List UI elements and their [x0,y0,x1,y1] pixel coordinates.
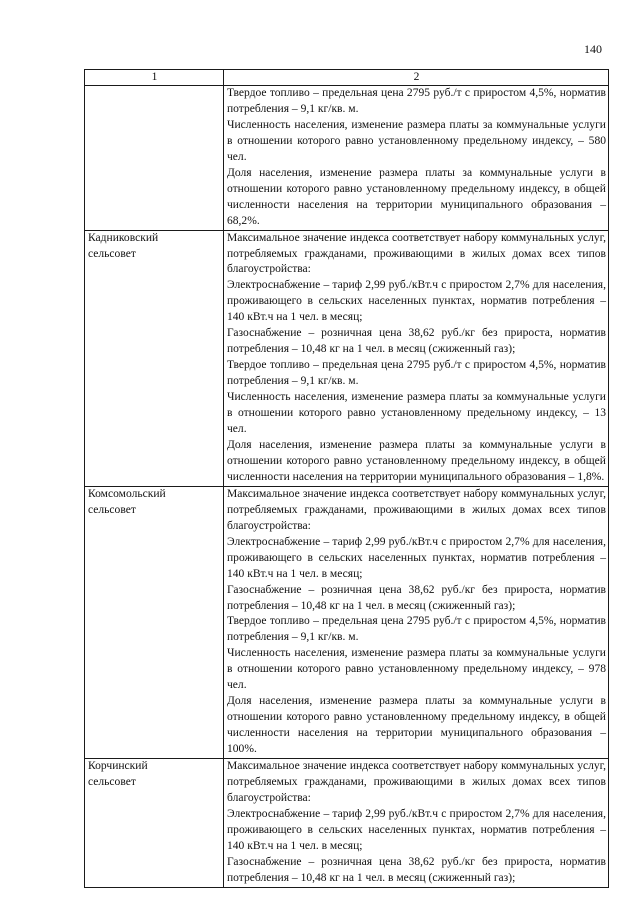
table-row [85,230,609,486]
table-row [85,759,609,888]
paragraph: Электроснабжение – тариф 2,99 руб./кВт.ч с приростом 2,7% для населения, проживающего в сельских населенных пунктах, норматив потребления – 140 кВт.ч на 1 чел. в месяц; [227,279,606,324]
paragraph: Численность населения, изменение размера платы за коммунальные услуги в отношении которого равно установленному предельному индексу, – 580 чел. [227,118,606,163]
paragraph: Электроснабжение – тариф 2,99 руб./кВт.ч с приростом 2,7% для населения, проживающего в сельских населенных пунктах, норматив потребления – 140 кВт.ч на 1 чел. в месяц; [227,807,606,852]
index-table [84,69,609,888]
paragraph: Доля населения, изменение размера платы за коммунальные услуги в отношении которого равно установленному предельному индексу, в общей численности населения на территории муниципального образования – 100%. [227,695,606,756]
paragraph: Твердое топливо – предельная цена 2795 руб./т с приростом 4,5%, норматив потребления – 9,1 кг/кв. м. [227,615,606,644]
paragraph: Газоснабжение – розничная цена 38,62 руб./кг без прироста, норматив потребления – 10,48 кг на 1 чел. в месяц (сжиженный газ); [227,583,606,612]
description-cell [224,486,609,758]
column-header-1: 1 [85,70,224,86]
paragraph: Максимальное значение индекса соответствует набору коммунальных услуг, потребляемых гражданами, проживающими в жилых домах всех типов благоустройства: [227,231,606,276]
page-number: 140 [584,42,602,56]
paragraph: Электроснабжение – тариф 2,99 руб./кВт.ч с приростом 2,7% для населения, проживающего в сельских населенных пунктах, норматив потребления – 140 кВт.ч на 1 чел. в месяц; [227,535,606,580]
table-row [85,86,609,231]
paragraph: Твердое топливо – предельная цена 2795 руб./т с приростом 4,5%, норматив потребления – 9,1 кг/кв. м. [227,87,606,115]
territory-cell: Комсомольский сельсовет [85,486,224,758]
paragraph: Доля населения, изменение размера платы за коммунальные услуги в отношении которого равно установленному предельному индексу, в общей численности населения на территории муниципального образования – 1,8%. [227,438,606,483]
description-cell [224,230,609,486]
paragraph: Твердое топливо – предельная цена 2795 руб./т с приростом 4,5%, норматив потребления – 9,1 кг/кв. м. [227,359,606,388]
paragraph: Численность населения, изменение размера платы за коммунальные услуги в отношении которого равно установленному предельному индексу, – 978 чел. [227,647,606,692]
territory-cell: Кадниковский сельсовет [85,230,224,486]
territory-cell [85,86,224,231]
paragraph: Доля населения, изменение размера платы за коммунальные услуги в отношении которого равно установленному предельному индексу, в общей численности населения на территории муниципального образования – 68,2%. [227,166,606,227]
paragraph: Максимальное значение индекса соответствует набору коммунальных услуг, потребляемых гражданами, проживающими в жилых домах всех типов благоустройства: [227,487,606,532]
paragraph: Численность населения, изменение размера платы за коммунальные услуги в отношении которого равно установленному предельному индексу, – 13 чел. [227,391,606,436]
paragraph: Газоснабжение – розничная цена 38,62 руб./кг без прироста, норматив потребления – 10,48 кг на 1 чел. в месяц (сжиженный газ); [227,327,606,356]
paragraph: Газоснабжение – розничная цена 38,62 руб./кг без прироста, норматив потребления – 10,48 кг на 1 чел. в месяц (сжиженный газ); [227,855,606,884]
table-header-row [85,70,609,86]
table-row [85,486,609,758]
paragraph: Максимальное значение индекса соответствует набору коммунальных услуг, потребляемых гражданами, проживающими в жилых домах всех типов благоустройства: [227,760,606,804]
description-cell [224,759,609,888]
column-header-2: 2 [224,70,609,86]
territory-cell: Корчинский сельсовет [85,759,224,888]
description-cell [224,86,609,231]
